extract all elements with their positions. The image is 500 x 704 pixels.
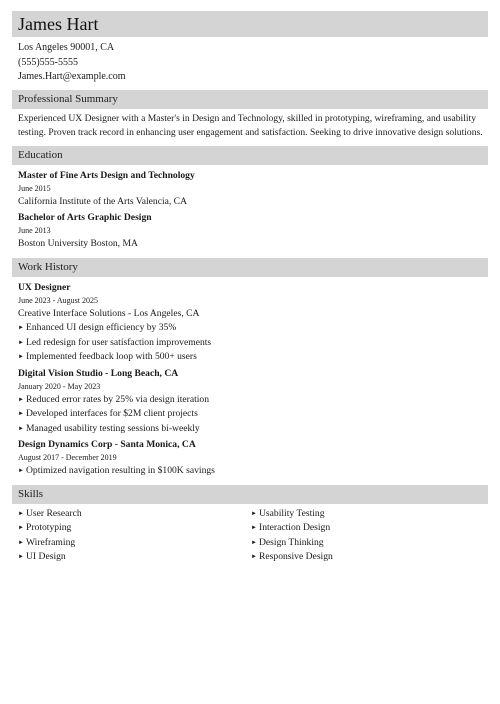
- education-entry: [18, 169, 484, 210]
- email: James.Hart@example.com: [18, 71, 126, 82]
- skills-heading: Skills: [18, 488, 44, 500]
- education-date: June 2013: [18, 226, 51, 235]
- bullet-text: Reduced error rates by 25% via design iteration: [26, 393, 210, 405]
- bullet-icon: ►: [251, 525, 257, 531]
- list-item: [18, 536, 251, 551]
- bullet-text: Implemented feedback loop with 500+ users: [26, 351, 197, 362]
- skill: Responsive Design: [259, 551, 333, 562]
- job-dates: June 2023 - August 2025: [18, 295, 98, 305]
- skill: Wireframing: [26, 536, 76, 548]
- bullet-text: Managed usability testing sessions bi-weekly: [26, 422, 200, 434]
- job-title: UX Designer: [18, 281, 71, 293]
- bullet-icon: ►: [18, 468, 24, 474]
- skill: Design Thinking: [259, 536, 324, 548]
- bullet-icon: ►: [18, 354, 24, 360]
- bullet-icon: ►: [18, 510, 24, 517]
- work-list: [12, 281, 488, 479]
- job-dates: January 2020 - May 2023: [18, 381, 101, 391]
- list-item: [18, 521, 251, 536]
- job-title: Digital Vision Studio - Long Beach, CA: [18, 367, 179, 379]
- education-heading-bar: [12, 146, 488, 165]
- contact-info: [12, 41, 488, 85]
- bullet-icon: ►: [18, 325, 24, 331]
- job-bullets: [18, 321, 484, 365]
- list-item: [251, 521, 484, 536]
- list-item: [18, 550, 251, 565]
- list-item: [18, 407, 484, 422]
- work-heading: Work History: [18, 261, 78, 273]
- list-item: [18, 464, 484, 479]
- education-date: June 2015: [18, 183, 51, 193]
- education-list: [12, 169, 488, 252]
- degree: Bachelor of Arts Graphic Design: [18, 212, 152, 223]
- skills-heading-bar: [12, 485, 488, 504]
- job-company: Creative Interface Solutions - Los Angeles, CA: [18, 307, 200, 319]
- school: California Institute of the Arts Valencia, CA: [18, 195, 188, 207]
- bullet-icon: ►: [251, 539, 257, 546]
- job-title: Design Dynamics Corp - Santa Monica, CA: [18, 439, 196, 450]
- job-dates: August 2017 - December 2019: [18, 453, 117, 462]
- summary-heading: Professional Summary: [18, 93, 118, 105]
- education-entry: [18, 211, 484, 252]
- job-bullets: [18, 393, 484, 437]
- bullet-icon: ►: [251, 554, 257, 560]
- list-item: [18, 507, 251, 522]
- school: Boston University Boston, MA: [18, 238, 138, 249]
- job-bullets: [18, 464, 484, 479]
- skill: Usability Testing: [259, 507, 325, 519]
- job-entry: [18, 281, 484, 365]
- bullet-icon: ►: [18, 411, 24, 417]
- work-heading-bar: [12, 258, 488, 277]
- list-item: [251, 536, 484, 551]
- bullet-icon: ►: [251, 510, 257, 517]
- education-heading: Education: [18, 149, 63, 161]
- job-entry: [18, 367, 484, 437]
- skills-column-left: [18, 507, 251, 565]
- bullet-icon: ►: [18, 539, 24, 546]
- bullet-icon: ►: [18, 425, 24, 432]
- skills-column-right: [251, 507, 484, 565]
- address: Los Angeles 90001, CA: [18, 42, 115, 53]
- summary-text: Experienced UX Designer with a Master's in Design and Technology, skilled in prototyping, wireframing, and usability testing. Proven track record in enhancing user engagement and satisfaction. Seeking to drive innovative design solutions.: [18, 112, 483, 138]
- list-item: [18, 336, 484, 351]
- list-item: [18, 393, 484, 408]
- candidate-name: James Hart: [18, 13, 99, 34]
- skill: Prototyping: [26, 522, 72, 533]
- list-item: [18, 321, 484, 336]
- bullet-text: Optimized navigation resulting in $100K savings: [26, 465, 215, 476]
- skill: Interaction Design: [259, 522, 331, 533]
- bullet-icon: ►: [18, 339, 24, 346]
- list-item: [18, 350, 484, 365]
- name-header: [12, 11, 488, 37]
- resume-page: [12, 11, 488, 565]
- list-item: [251, 550, 484, 565]
- list-item: [18, 422, 484, 437]
- skill: User Research: [26, 507, 82, 519]
- bullet-text: Enhanced UI design efficiency by 35%: [26, 322, 177, 333]
- bullet-text: Led redesign for user satisfaction improvements: [26, 336, 212, 348]
- bullet-text: Developed interfaces for $2M client projects: [26, 408, 198, 419]
- degree: Master of Fine Arts Design and Technology: [18, 169, 195, 181]
- bullet-icon: ►: [18, 554, 24, 560]
- skill: UI Design: [26, 551, 66, 562]
- bullet-icon: ►: [18, 525, 24, 531]
- bullet-icon: ►: [18, 396, 24, 403]
- job-entry: [18, 438, 484, 479]
- phone: (555)555-5555: [18, 56, 78, 68]
- skills-list: [12, 507, 488, 565]
- summary-heading-bar: [12, 90, 488, 109]
- list-item: [251, 507, 484, 522]
